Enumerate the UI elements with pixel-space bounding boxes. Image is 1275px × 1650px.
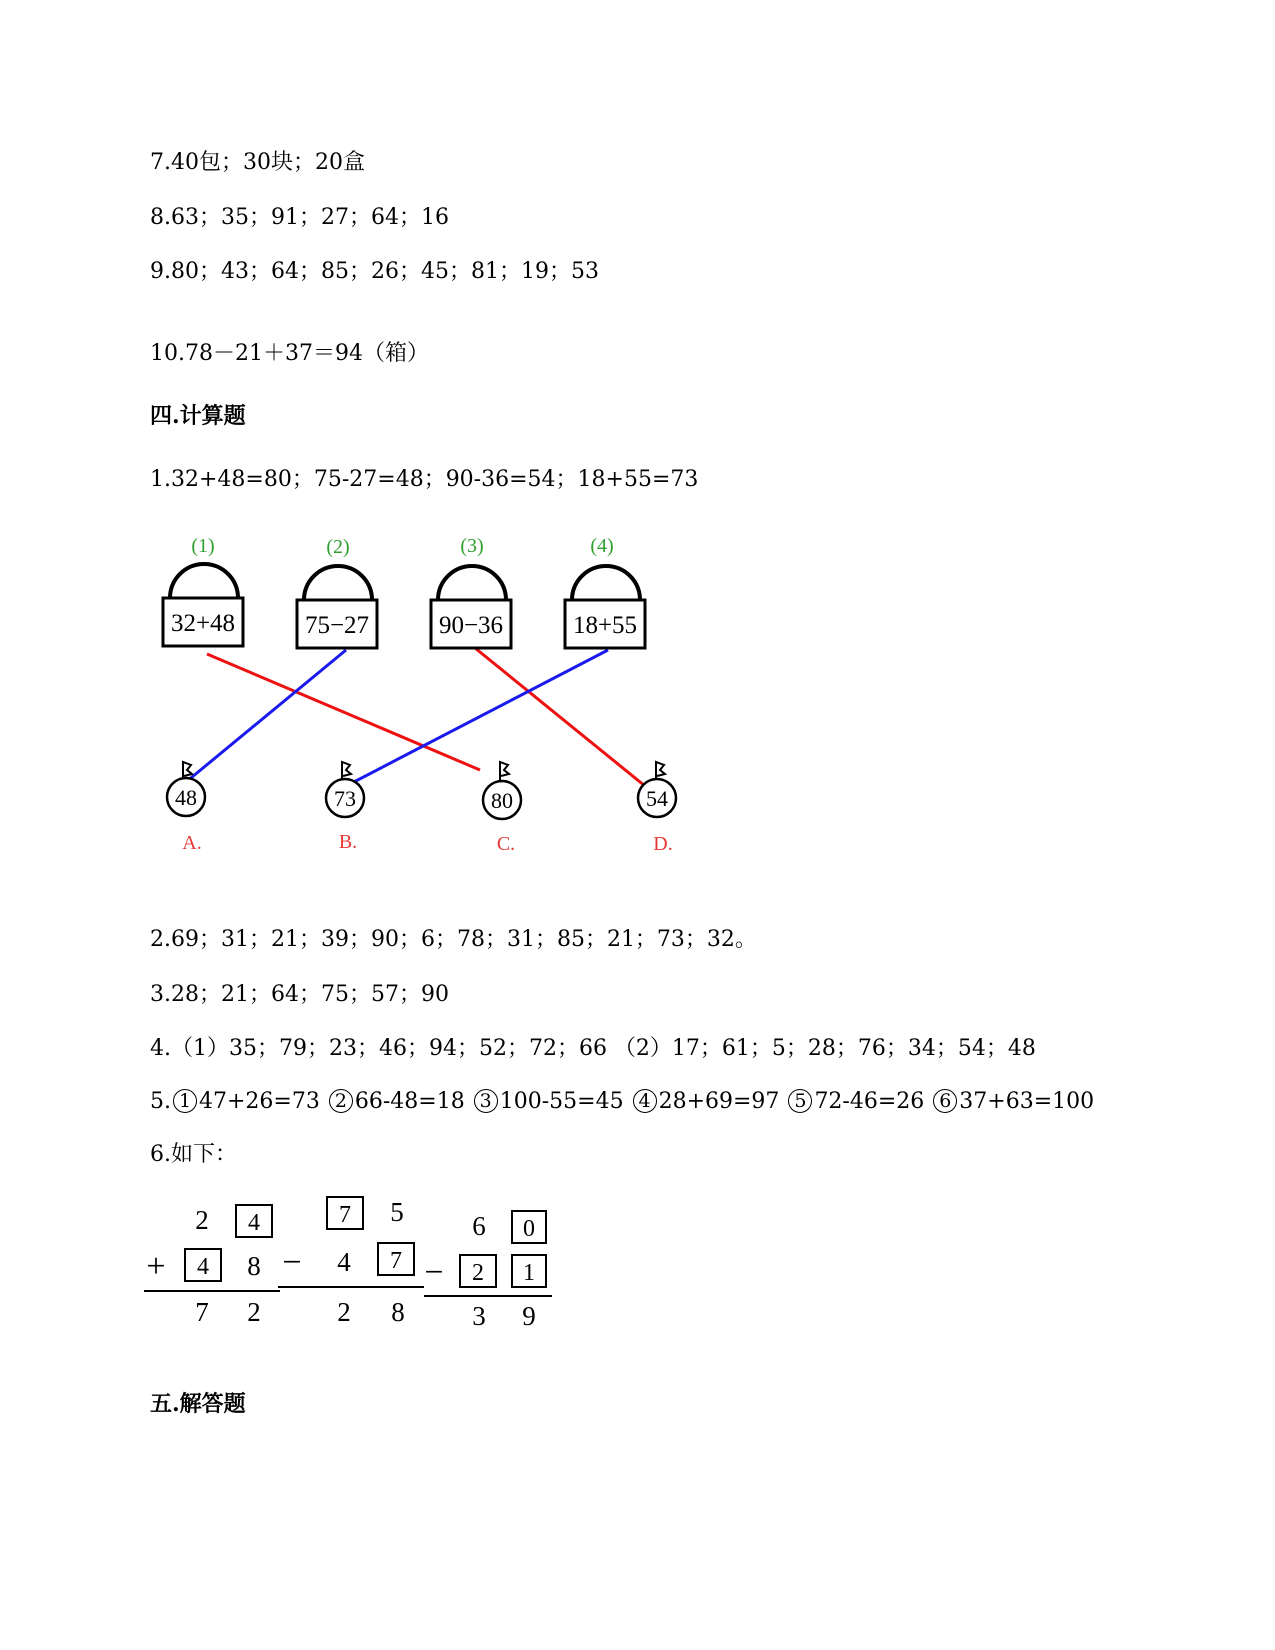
- vertical-problem-2: [278, 1197, 424, 1327]
- q5-mark-3: 3: [474, 1089, 498, 1113]
- q5-item-1: [171, 1089, 320, 1114]
- p2-mid-ones: 7: [390, 1248, 402, 1274]
- q5-mark-2: 2: [329, 1089, 353, 1113]
- calc-q6: 6.如下：: [150, 1142, 237, 1167]
- link-line-2: [186, 650, 346, 782]
- answer-9: 9.80；43；64；85；26；45；81；19；53: [150, 259, 599, 284]
- lock-expr-4: 18+55: [572, 612, 638, 639]
- key-letter-a: A.: [182, 832, 202, 854]
- key-value-a: 48: [175, 785, 197, 810]
- lock-expr-3: 90−36: [438, 612, 504, 639]
- lock-shackle-4: [572, 566, 640, 600]
- key-value-d: 54: [646, 786, 668, 811]
- p1-res-tens: 7: [195, 1297, 209, 1327]
- calc-q3: 3.28；21；64；75；57；90: [150, 982, 449, 1007]
- lock-number-2: (2): [326, 536, 350, 558]
- key-value-c: 80: [491, 788, 513, 813]
- lock-shackle-1: [170, 564, 238, 598]
- q5-mark-5: 5: [788, 1089, 812, 1113]
- q5-mark-4: 4: [633, 1089, 657, 1113]
- key-d: [638, 762, 676, 855]
- p2-top-ones: 5: [390, 1197, 404, 1227]
- p1-operator: +: [146, 1248, 166, 1285]
- q5-text-3: 100-55=45: [499, 1089, 624, 1114]
- vertical-problem-1: [144, 1205, 280, 1327]
- p3-res-tens: 3: [472, 1301, 486, 1331]
- p3-mid-ones: 1: [523, 1260, 535, 1286]
- lock-expr-2: 75−27: [304, 612, 370, 639]
- section-4-heading: 四.计算题: [150, 403, 246, 429]
- link-line-1: [207, 654, 480, 770]
- q5-text-6: 37+63=100: [959, 1089, 1095, 1114]
- key-b: [326, 762, 364, 853]
- p1-mid-ones: 8: [247, 1251, 261, 1281]
- lock-2: [297, 536, 377, 648]
- p2-top-tens: 7: [339, 1202, 351, 1228]
- lock-number-3: (3): [460, 535, 484, 557]
- key-flag-c: [500, 762, 509, 782]
- lock-shackle-2: [304, 566, 372, 600]
- key-letter-d: D.: [653, 833, 673, 855]
- lock-number-4: (4): [590, 535, 614, 557]
- q5-text-5: 72-46=26: [814, 1089, 925, 1114]
- calc-q4: 4.（1）35；79；23；46；94；52；72；66 （2）17；61；5；28；76；34；54；48: [150, 1036, 1036, 1061]
- key-a: [167, 762, 205, 854]
- p3-mid-tens: 2: [472, 1260, 484, 1286]
- lock-key-matching-figure: [150, 530, 710, 865]
- answer-8: 8.63；35；91；27；64；16: [150, 205, 449, 230]
- q5-text-1: 47+26=73: [199, 1089, 320, 1114]
- lock-4: [565, 535, 645, 648]
- p3-top-tens: 6: [472, 1211, 486, 1241]
- calc-q1: 1.32+48=80；75-27=48；90-36=54；18+55=73: [150, 467, 699, 492]
- q5-item-4: [631, 1089, 780, 1114]
- p3-top-ones: 0: [523, 1216, 535, 1242]
- q5-mark-6: 6: [933, 1089, 957, 1113]
- link-line-4: [350, 650, 608, 784]
- q5-item-2: [327, 1089, 465, 1114]
- key-letter-b: B.: [338, 831, 358, 853]
- calc-q2: 2.69；31；21；39；90；6；78；31；85；21；73；32。: [150, 927, 757, 952]
- q5-mark-1: 1: [173, 1089, 197, 1113]
- lock-expr-1: 32+48: [170, 610, 236, 637]
- lock-3: [431, 535, 511, 648]
- key-letter-c: C.: [496, 833, 516, 855]
- p1-res-ones: 2: [247, 1297, 261, 1327]
- answer-10: 10.78－21＋37＝94（箱）: [150, 341, 429, 366]
- p1-top-ones: 4: [248, 1210, 260, 1236]
- section-5-heading: 五.解答题: [150, 1391, 246, 1417]
- key-c: [483, 762, 521, 855]
- key-value-b: 73: [334, 786, 356, 811]
- q5-item-5: [786, 1089, 924, 1114]
- p3-operator: −: [424, 1254, 444, 1291]
- calc-q5: [150, 1087, 1094, 1117]
- q5-item-3: [472, 1089, 624, 1114]
- p1-top-tens: 2: [195, 1205, 209, 1235]
- lock-number-1: (1): [191, 535, 215, 557]
- lock-1: [163, 535, 243, 646]
- p2-res-tens: 2: [337, 1297, 351, 1327]
- vertical-calculation-figure: [140, 1185, 580, 1345]
- q5-text-2: 66-48=18: [354, 1089, 465, 1114]
- q5-text-4: 28+69=97: [658, 1089, 780, 1114]
- calc-q5-prefix: 5.: [150, 1089, 171, 1114]
- p3-res-ones: 9: [522, 1301, 536, 1331]
- answer-7: 7.40包；30块；20盒: [150, 150, 365, 175]
- p2-mid-tens: 4: [337, 1247, 351, 1277]
- q5-item-6: [931, 1089, 1094, 1114]
- lock-shackle-3: [438, 566, 506, 600]
- p2-res-ones: 8: [391, 1297, 405, 1327]
- p1-mid-tens: 4: [197, 1254, 209, 1280]
- vertical-problem-3: [424, 1211, 552, 1331]
- p2-operator: −: [282, 1244, 302, 1281]
